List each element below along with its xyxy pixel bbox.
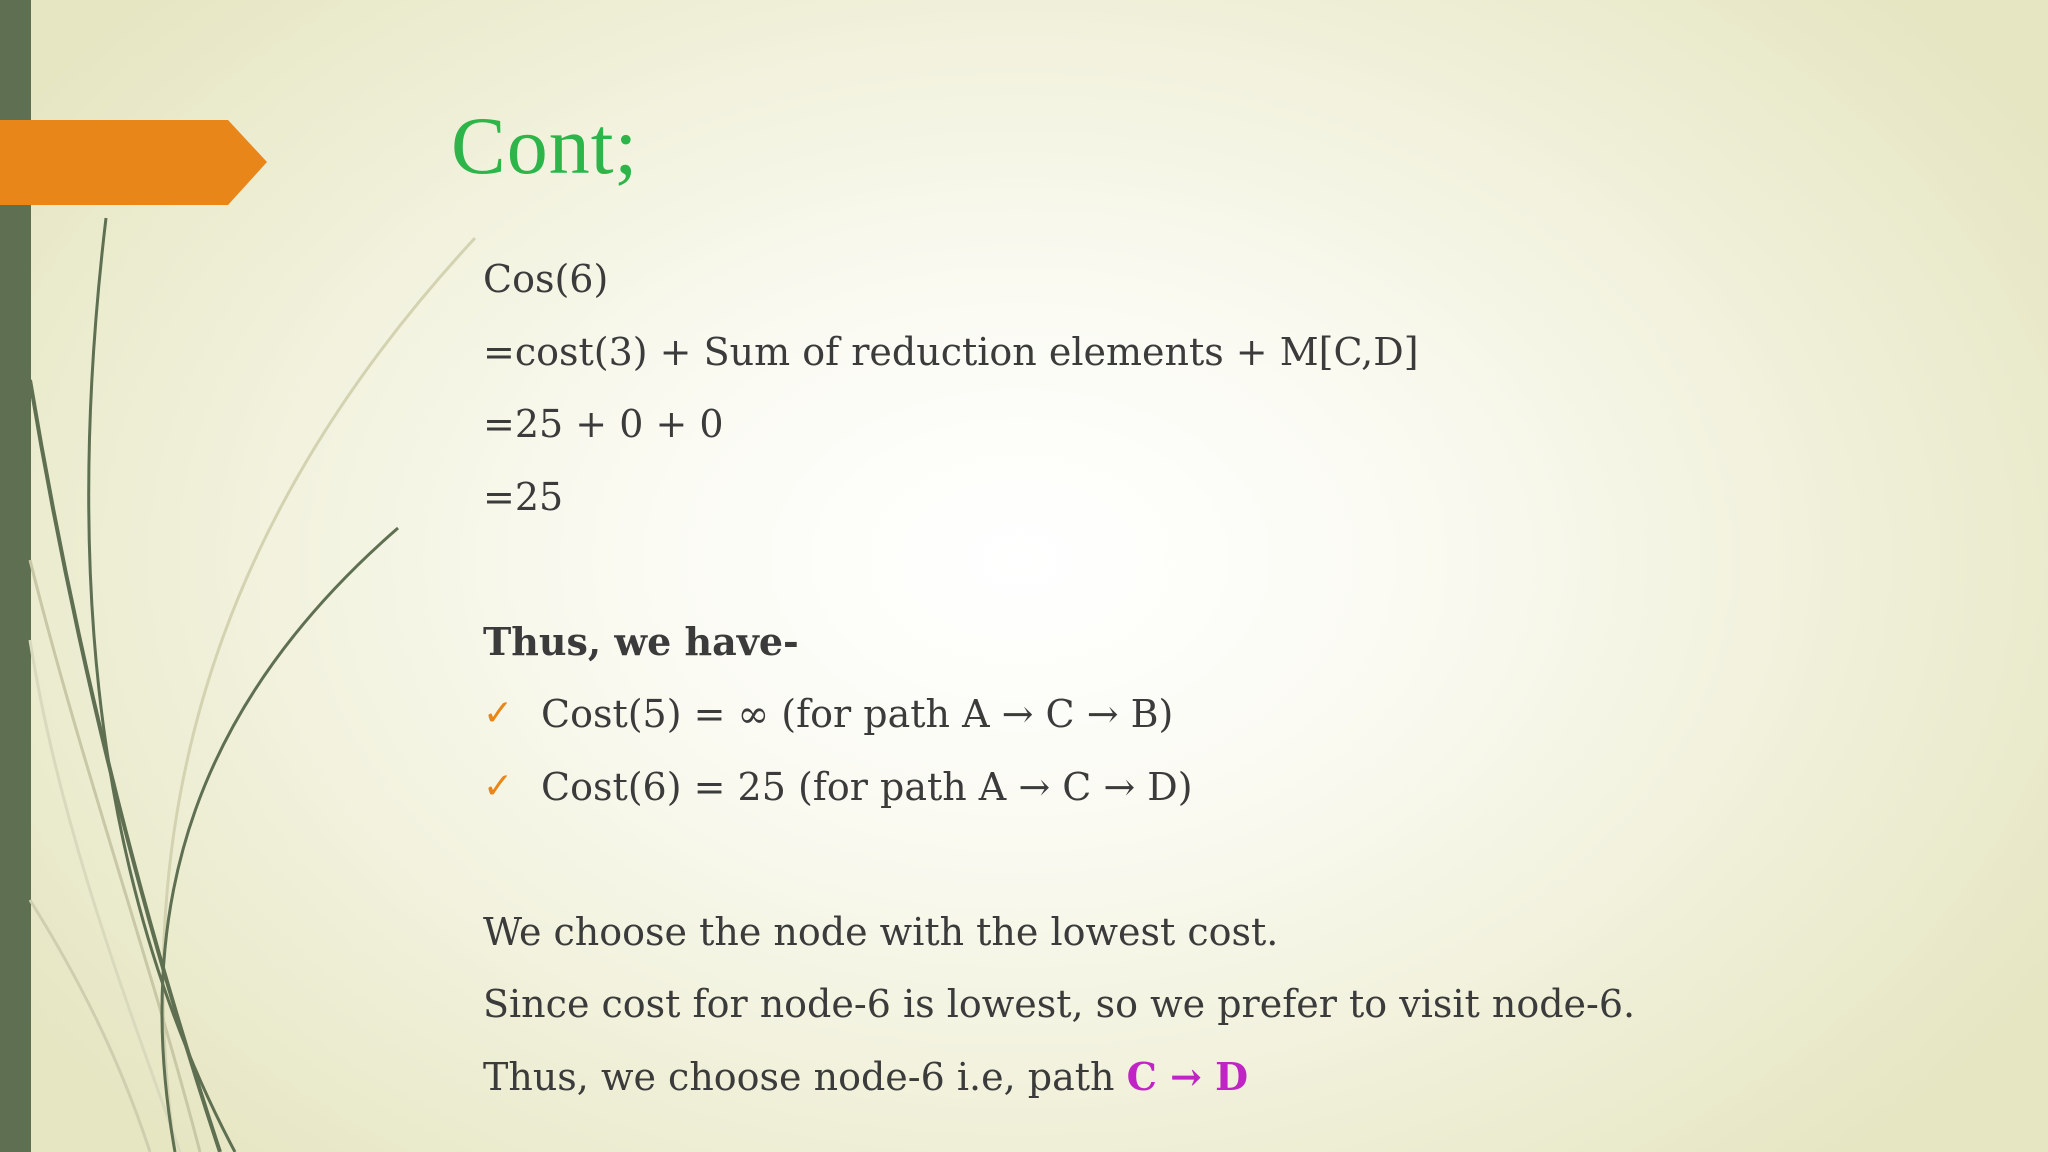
checkmark-icon: ✓ (483, 765, 514, 807)
conclusion-line-1: We choose the node with the lowest cost. (483, 909, 1279, 954)
calc-line-1: Cos(6) (483, 257, 609, 301)
bullet-item-cost6 (483, 751, 1983, 824)
final-prefix: Thus, we choose node-6 i.e, path (483, 1054, 1127, 1099)
conclusion-line-2: Since cost for node-6 is lowest, so we prefer to visit node-6. (483, 982, 1636, 1026)
spacer (483, 823, 1983, 896)
calc-line-3: =25 + 0 + 0 (483, 402, 724, 446)
calc-line-4: =25 (483, 474, 564, 519)
orange-title-arrow (0, 0, 270, 210)
highlighted-path: C → D (1126, 1053, 1249, 1099)
bullet-text: Cost(5) = ∞ (for path A → C → B) (541, 692, 1174, 736)
calc-line-2: =cost(3) + Sum of reduction elements + M[C,D] (483, 329, 1419, 374)
slide-title: Cont; (451, 100, 639, 191)
slide-body (483, 243, 1983, 1113)
final-line (483, 1041, 1983, 1114)
spacer (483, 533, 1983, 606)
checkmark-icon: ✓ (483, 693, 514, 734)
bullet-item-cost5 (483, 678, 1983, 751)
summary-heading: Thus, we have- (483, 618, 799, 664)
bullet-text: Cost(6) = 25 (for path A → C → D) (541, 764, 1193, 809)
